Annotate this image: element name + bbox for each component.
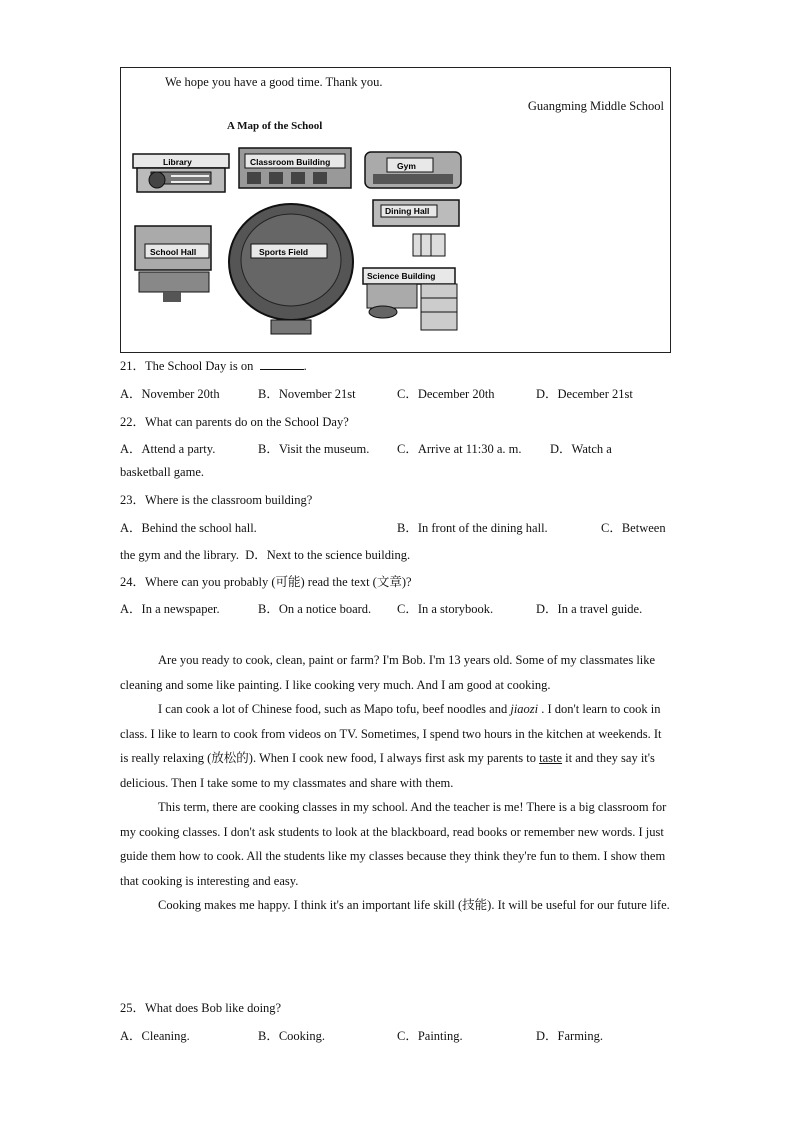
school-hall-label: School Hall (150, 247, 197, 257)
science-building (363, 268, 457, 330)
q21-option-b[interactable]: B．November 21st (258, 387, 356, 401)
q21-option-a[interactable]: A．November 20th (120, 387, 220, 401)
sports-field (229, 204, 353, 334)
library-label: Library (163, 157, 192, 167)
q23-stem: 23．Where is the classroom building? (120, 493, 313, 507)
notice-closing: We hope you have a good time. Thank you. (165, 75, 383, 89)
q23-options-cont (120, 545, 410, 563)
q24-option-b[interactable]: B．On a notice board. (258, 602, 372, 616)
passage-paragraph-3: This term, there are cooking classes in my school. And the teacher is me! There is a big classroom for my cooking classes. I don't ask students to look at the blackboard, read books or remember new words. I just guide them how to cook. All the students like my classes because they think they're fun to them. I show them that cooking is interesting and easy. (120, 800, 667, 888)
q25-option-a[interactable]: A．Cleaning. (120, 1029, 190, 1043)
q22-options (120, 439, 612, 457)
q23-option-b[interactable]: B．In front of the dining hall. (397, 521, 548, 535)
q25-options (120, 1026, 603, 1044)
q24-option-a[interactable]: A．In a newspaper. (120, 602, 220, 616)
passage (120, 648, 672, 918)
school-name: Guangming Middle School (527, 99, 664, 113)
q22-stem: 22．What can parents do on the School Day? (120, 415, 349, 429)
q24-options (120, 599, 642, 617)
passage-paragraph-4: Cooking makes me happy. I think it's an important life skill (技能). It will be useful for our future life. (158, 898, 670, 912)
science-building-label: Science Building (367, 271, 436, 281)
q23-option-c-cont: the gym and the library. (120, 548, 239, 562)
passage-paragraph-2: I can cook a lot of Chinese food, such as Mapo tofu, beef noodles and jiaozi . I don't learn to cook in class. I like to learn to cook from videos on TV. Sometimes, I spend two hours in the kitchen at weekends. It is really relaxing (放松的). When I cook new food, I always first ask my parents to taste it and they say it's delicious. Then I take some to my classmates and share with them. (120, 702, 662, 790)
dining-hall-building (373, 200, 459, 256)
q21-answer-blank[interactable] (260, 359, 304, 370)
gym-label: Gym (397, 161, 416, 171)
school-map (121, 68, 672, 354)
q21-options (120, 384, 633, 402)
q24-option-c[interactable]: C．In a storybook. (397, 602, 494, 616)
passage-paragraph-1: Are you ready to cook, clean, paint or farm? I'm Bob. I'm 13 years old. Some of my classmates like cleaning and some like painting. I like cooking very much. And I am good at cooking. (120, 653, 656, 692)
q23-option-a[interactable]: A．Behind the school hall. (120, 521, 257, 535)
q22-option-c[interactable]: C．Arrive at 11:30 a. m. (397, 442, 522, 456)
q24-option-d[interactable]: D．In a travel guide. (536, 602, 643, 616)
q22-option-b[interactable]: B．Visit the museum. (258, 442, 370, 456)
classroom-label: Classroom Building (250, 157, 331, 167)
q25-option-c[interactable]: C．Painting. (397, 1029, 463, 1043)
q22-option-a[interactable]: A．Attend a party. (120, 442, 216, 456)
q21-option-c[interactable]: C．December 20th (397, 387, 495, 401)
q25-option-d[interactable]: D．Farming. (536, 1029, 604, 1043)
gym-building (365, 152, 461, 188)
map-title: A Map of the School (227, 120, 323, 132)
q22-option-d[interactable]: D．Watch a (550, 442, 612, 456)
dining-hall-label: Dining Hall (385, 206, 430, 216)
sports-field-label: Sports Field (259, 247, 309, 257)
library-building (133, 154, 229, 192)
q23-options (120, 518, 666, 536)
q23-option-d[interactable]: D．Next to the science building. (245, 548, 411, 562)
notice-box (120, 67, 671, 353)
classroom-building (239, 148, 351, 188)
q25-option-b[interactable]: B．Cooking. (258, 1029, 326, 1043)
q21-option-d[interactable]: D．December 21st (536, 387, 633, 401)
q24-stem: 24．Where can you probably (可能) read the text (文章)? (120, 575, 412, 589)
q25-stem: 25．What does Bob like doing? (120, 1001, 282, 1015)
q22-option-d-cont: basketball game. (120, 465, 204, 479)
q21-stem: 21．The School Day is on . (120, 359, 307, 373)
school-hall-building (135, 226, 211, 302)
q23-option-c[interactable]: C．Between (601, 521, 666, 535)
